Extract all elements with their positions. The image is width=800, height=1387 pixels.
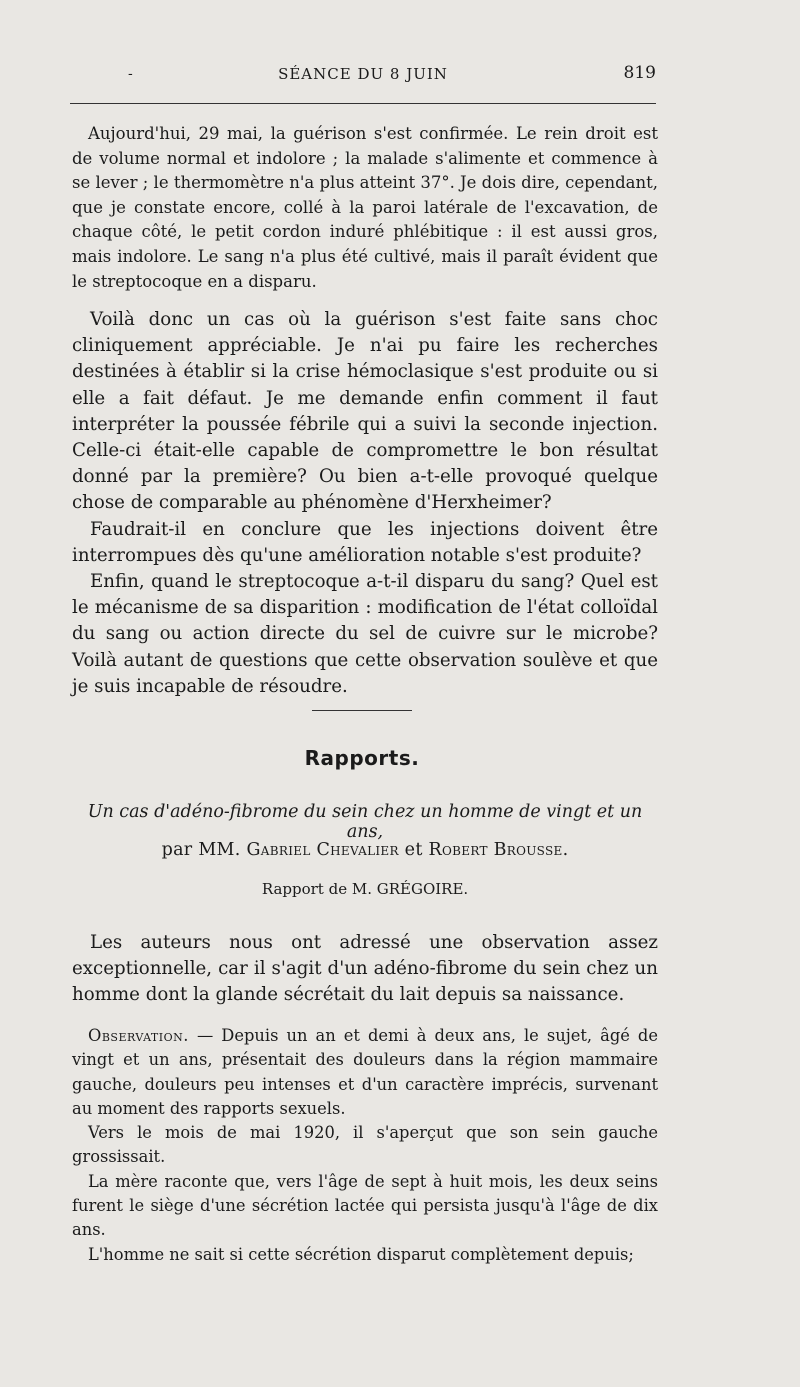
header-rule bbox=[70, 103, 656, 104]
paragraph: Voilà donc un cas où la guérison s'est faite sans choc cliniquement appréciable. Je n'ai pu faire les recherches destinées à établir si la crise hémoclasique s'est produite ou si elle a fait défaut. Je me demande enfin comment il faut interpréter la poussée fébrile qui a suivi la seconde injection. Celle-ci était-elle capable de compromettre le bon résultat donné par la première? Ou bien a-t-elle provoqué quelque chose de comparable au phénomène d'Herxheimer? bbox=[72, 309, 658, 514]
discussion-text-block bbox=[72, 307, 658, 700]
paragraph: La mère raconte que, vers l'âge de sept à huit mois, les deux seins furent le siège d'une sécrétion lactée qui persista jusqu'à l'âge de dix ans. bbox=[72, 1171, 658, 1240]
authors-conjunction: et bbox=[404, 840, 423, 860]
observation-paragraph bbox=[72, 1024, 658, 1121]
paragraph: Les auteurs nous ont adressé une observation assez exceptionnelle, car il s'agit d'un adéno-fibrome du sein chez un homme dont la glande sécrétait du lait depuis sa naissance. bbox=[72, 932, 658, 1005]
author-name: Gabriel Chevalier bbox=[246, 840, 399, 860]
section-divider bbox=[312, 710, 412, 711]
paragraph: L'homme ne sait si cette sécrétion disparut complètement depuis; bbox=[88, 1244, 634, 1264]
paragraph: Vers le mois de mai 1920, il s'aperçut que son sein gauche grossissait. bbox=[72, 1123, 658, 1167]
observation-text: — Depuis un an et demi à deux ans, le sujet, âgé de vingt et un ans, présentait des douleurs dans la région mammaire gauche, douleurs peu intenses et d'un caractère imprécis, survenant au moment des rapports sexuels. bbox=[72, 1026, 658, 1118]
observation-block bbox=[72, 1024, 658, 1267]
paragraph: Faudrait-il en conclure que les injections doivent être interrompues dès qu'une amélioration notable s'est produite? bbox=[72, 518, 658, 566]
paragraph: Enfin, quand le streptocoque a-t-il disparu du sang? Quel est le mécanisme de sa disparition : modification de l'état colloïdal du sang ou action directe du sel de cuivre sur le microbe? Voilà autant de questions que cette observation soulève et que je suis incapable de résoudre. bbox=[72, 571, 658, 697]
intro-text-block bbox=[72, 122, 658, 294]
section-heading: Rapports. bbox=[304, 746, 420, 770]
report-intro-block bbox=[72, 930, 658, 1008]
header-mark: - bbox=[128, 66, 133, 82]
authors-prefix: par MM. bbox=[161, 840, 241, 860]
report-byline: Rapport de M. GRÉGOIRE. bbox=[261, 880, 469, 898]
running-title: SÉANCE DU 8 JUIN bbox=[278, 65, 448, 83]
author-name: Robert Brousse. bbox=[428, 840, 569, 860]
running-header bbox=[70, 62, 656, 86]
page-number: 819 bbox=[623, 63, 656, 83]
paragraph: Aujourd'hui, 29 mai, la guérison s'est confirmée. Le rein droit est de volume normal et indolore ; la malade s'alimente et commence à se lever ; le thermomètre n'a plus atteint 37°. Je dois dire, cependant, que je constate encore, collé à la paroi latérale de l'excavation, de chaque côté, le petit cordon induré phlébitique : il est aussi gros, mais indolore. Le sang n'a plus été cultivé, mais il paraît évident que le streptocoque en a disparu. bbox=[72, 124, 659, 291]
observation-label: Observation. bbox=[88, 1026, 189, 1045]
article-title: Un cas d'adéno-fibrome du sein chez un homme de vingt et un ans, bbox=[87, 802, 643, 842]
article-authors bbox=[72, 840, 658, 860]
